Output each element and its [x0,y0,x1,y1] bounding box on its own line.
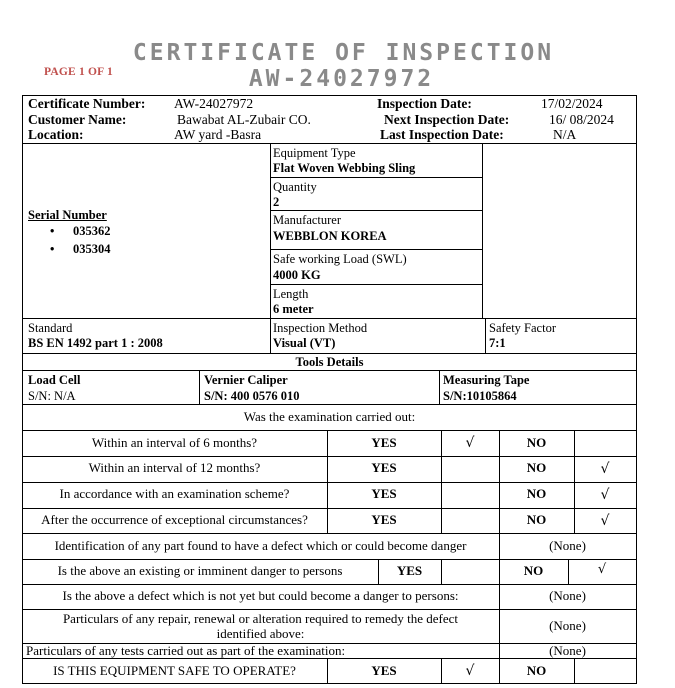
cert-number-label: Certificate Number: [28,96,146,111]
yes-checkmark: √ [465,435,475,451]
exam-row-label: Within an interval of 6 months? [91,435,258,450]
examination-question: Was the examination carried out: [243,409,416,424]
no-checkmark: √ [600,487,610,503]
yes-checkmark: √ [465,663,475,679]
serial-bullet: • [50,242,55,256]
cert-number-value: AW-24027972 [174,96,254,111]
imminent-danger-label: Is the above an existing or imminent danger to persons [57,563,343,578]
serial-number-item: 035304 [73,242,111,256]
no-checkmark: √ [600,461,610,477]
yes-label: YES [371,512,397,527]
exam-row-label: Within an interval of 12 months? [88,460,261,475]
next-inspection-label: Next Inspection Date: [384,112,510,127]
certificate-title: CERTIFICATE OF INSPECTION [132,40,555,66]
serial-number-label: Serial Number [28,208,107,222]
yes-label: YES [371,460,397,475]
inspection-method-value: Visual (VT) [273,336,336,350]
yes-label: YES [371,486,397,501]
exam-row-label: After the occurrence of exceptional circumstances? [41,512,308,527]
yes-label: YES [396,563,423,578]
no-label: NO [526,512,547,527]
yes-label: YES [371,663,397,678]
standard-label: Standard [28,321,73,335]
defect-identification-label: Identification of any part found to have a defect which or could become danger [54,538,467,553]
inspection-date-label: Inspection Date: [377,96,472,111]
tool-name: Load Cell [28,373,81,387]
manufacturer-value: WEBBLON KOREA [273,229,387,243]
tool-serial: S/N: 400 0576 010 [204,389,300,403]
repair-particulars-value: (None) [549,618,586,633]
future-danger-value: (None) [549,588,586,603]
tool-serial: S/N: N/A [28,389,76,403]
location-value: AW yard -Basra [174,127,262,142]
no-label: NO [526,486,547,501]
future-danger-label: Is the above a defect which is not yet but could become a danger to persons: [62,588,459,603]
inspection-date-value: 17/02/2024 [541,96,603,111]
inspection-method-label: Inspection Method [273,321,368,335]
tools-details-title: Tools Details [295,355,364,369]
manufacturer-label: Manufacturer [273,213,342,227]
tests-particulars-value: (None) [549,643,586,658]
swl-value: 4000 KG [273,268,321,282]
tool-name: Vernier Caliper [204,373,288,387]
defect-identification-value: (None) [549,538,586,553]
tool-name: Measuring Tape [443,373,530,387]
safety-factor-label: Safety Factor [489,321,556,335]
next-inspection-value: 16/ 08/2024 [549,112,614,127]
no-label: NO [526,435,547,450]
swl-label: Safe working Load (SWL) [273,252,407,266]
tool-serial: S/N:10105864 [443,389,517,403]
certificate-id-title: AW-24027972 [248,66,435,92]
last-inspection-label: Last Inspection Date: [380,127,504,142]
tests-particulars-label: Particulars of any tests carried out as part of the examination: [26,643,346,658]
customer-name-label: Customer Name: [28,112,127,127]
standard-value: BS EN 1492 part 1 : 2008 [28,336,163,350]
serial-bullet: • [50,224,55,238]
yes-label: YES [371,435,397,450]
no-checkmark: √ [597,562,607,577]
safe-to-operate-label: IS THIS EQUIPMENT SAFE TO OPERATE? [53,663,296,678]
repair-particulars-label-line2: identified above: [216,626,305,641]
safety-factor-value: 7:1 [489,336,506,350]
equipment-type-value: Flat Woven Webbing Sling [273,161,416,175]
equipment-type-label: Equipment Type [273,146,356,160]
no-label: NO [526,663,547,678]
repair-particulars-label: Particulars of any repair, renewal or alteration required to remedy the defect [62,611,459,626]
no-checkmark: √ [600,513,610,529]
length-value: 6 meter [273,302,314,316]
quantity-value: 2 [273,195,280,209]
no-label: NO [526,460,547,475]
exam-row-label: In accordance with an examination scheme? [59,486,290,501]
no-label: NO [523,563,544,578]
quantity-label: Quantity [273,180,317,194]
location-label: Location: [28,127,84,142]
customer-name-value: Bawabat AL-Zubair CO. [177,112,311,127]
serial-number-item: 035362 [73,224,111,238]
page-number-label: PAGE 1 OF 1 [44,66,113,78]
last-inspection-value: N/A [553,127,577,142]
length-label: Length [273,287,309,301]
